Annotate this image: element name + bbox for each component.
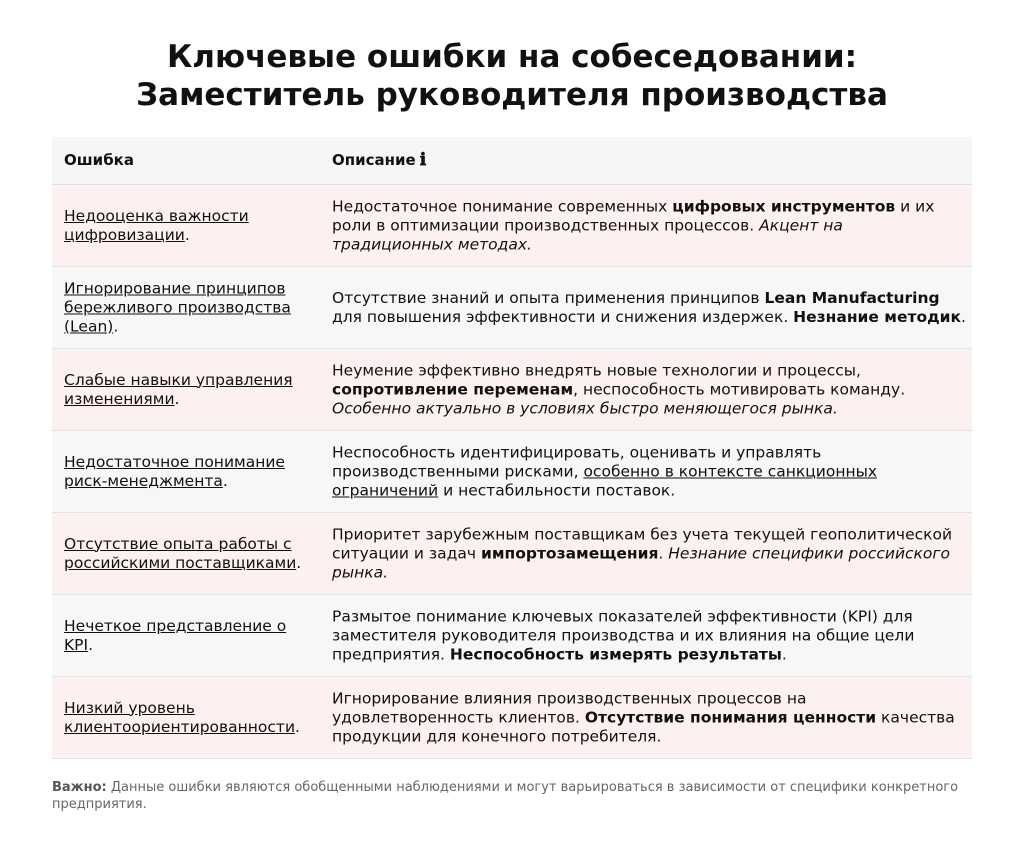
header-description-label: Описание (332, 151, 416, 169)
error-cell: Отсутствие опыта работы с российскими поставщиками. (64, 534, 302, 572)
error-link[interactable]: Низкий уровень клиентоориентированности (64, 698, 296, 736)
table-row (52, 595, 972, 677)
header-description (332, 137, 426, 184)
description-cell: Приоритет зарубежным поставщикам без учета текущей геополитической ситуации и задач импортозамещения. Незнание специфики российского рынка. (332, 525, 953, 581)
error-link[interactable]: Нечеткое представление о KPI (64, 616, 287, 654)
emphasis: импортозамещения (480, 544, 659, 562)
emphasis: Неспособность измерять результаты (449, 645, 782, 663)
description-cell: Размытое понимание ключевых показателей эффективности (KPI) для заместителя руководителя производства и их влияния на общие цели предприятия. Неспособность измерять результаты. (332, 607, 915, 663)
errors-table (52, 137, 972, 759)
error-cell: Недостаточное понимание риск-менеджмента. (64, 452, 285, 490)
description-cell: Неспособность идентифицировать, оценивать и управлять производственными рисками, особенно в контексте санкционных ограничений и нестабильности поставок. (332, 443, 877, 499)
table-row (52, 513, 972, 595)
description-cell: Игнорирование влияния производственных процессов на удовлетворенность клиентов. Отсутствие понимания ценности качества продукции для конечного потребителя. (332, 689, 955, 745)
description-cell: Отсутствие знаний и опыта применения принципов Lean Manufacturing для повышения эффективности и снижения издержек. Незнание методик. (332, 288, 966, 326)
error-cell: Нечеткое представление о KPI. (64, 616, 287, 654)
error-link[interactable]: Отсутствие опыта работы с российскими поставщиками (64, 534, 297, 572)
error-cell: Слабые навыки управления изменениями. (64, 370, 293, 408)
error-cell: Низкий уровень клиентоориентированности. (64, 698, 300, 736)
footnote-text: Данные ошибки являются обобщенными наблюдениями и могут варьироваться в зависимости от специфики конкретного предприятия. (52, 780, 959, 812)
description-cell: Недостаточное понимание современных цифровых инструментов и их роли в оптимизации производственных процессов. Акцент на традиционных методах. (332, 197, 935, 253)
footnote-label: Важно: (52, 780, 107, 795)
italic-note: Незнание специфики российского рынка. (332, 544, 951, 581)
table-row (52, 431, 972, 513)
emphasis: Незнание методик (793, 307, 962, 326)
underlined-link[interactable]: особенно в контексте санкционных ограничений (332, 462, 877, 499)
error-link[interactable]: Слабые навыки управления изменениями (64, 370, 293, 408)
emphasis: Отсутствие понимания ценности (584, 708, 877, 726)
page-title-line-1: Ключевые ошибки на собеседовании: (166, 39, 858, 75)
emphasis: сопротивление переменам (332, 380, 574, 398)
info-icon[interactable]: ℹ (419, 150, 427, 170)
emphasis: цифровых инструментов (672, 197, 896, 215)
table-header (52, 137, 972, 185)
error-link[interactable]: Игнорирование принципов бережливого производства (Lean) (64, 279, 291, 335)
page-title-line-2: Заместитель руководителя производства (136, 77, 888, 113)
header-error: Ошибка (64, 151, 134, 169)
table-row (52, 349, 972, 431)
error-link[interactable]: Недостаточное понимание риск-менеджмента (64, 452, 285, 490)
table-row (52, 267, 972, 349)
italic-note: Акцент на традиционных методах. (332, 216, 843, 253)
page-title (0, 38, 1024, 114)
error-cell: Игнорирование принципов бережливого производства (Lean). (64, 279, 291, 335)
footnote (52, 779, 972, 813)
error-link[interactable]: Недооценка важности цифровизации (64, 206, 249, 244)
italic-note: Особенно актуально в условиях быстро меняющегося рынка. (332, 399, 838, 417)
description-cell: Неумение эффективно внедрять новые технологии и процессы, сопротивление переменам, неспособность мотивировать команду. Особенно актуально в условиях быстро меняющегося рынка. (332, 361, 906, 417)
table-row (52, 677, 972, 759)
error-cell: Недооценка важности цифровизации. (64, 206, 249, 244)
table-row (52, 185, 972, 267)
emphasis: Lean Manufacturing (764, 288, 940, 307)
